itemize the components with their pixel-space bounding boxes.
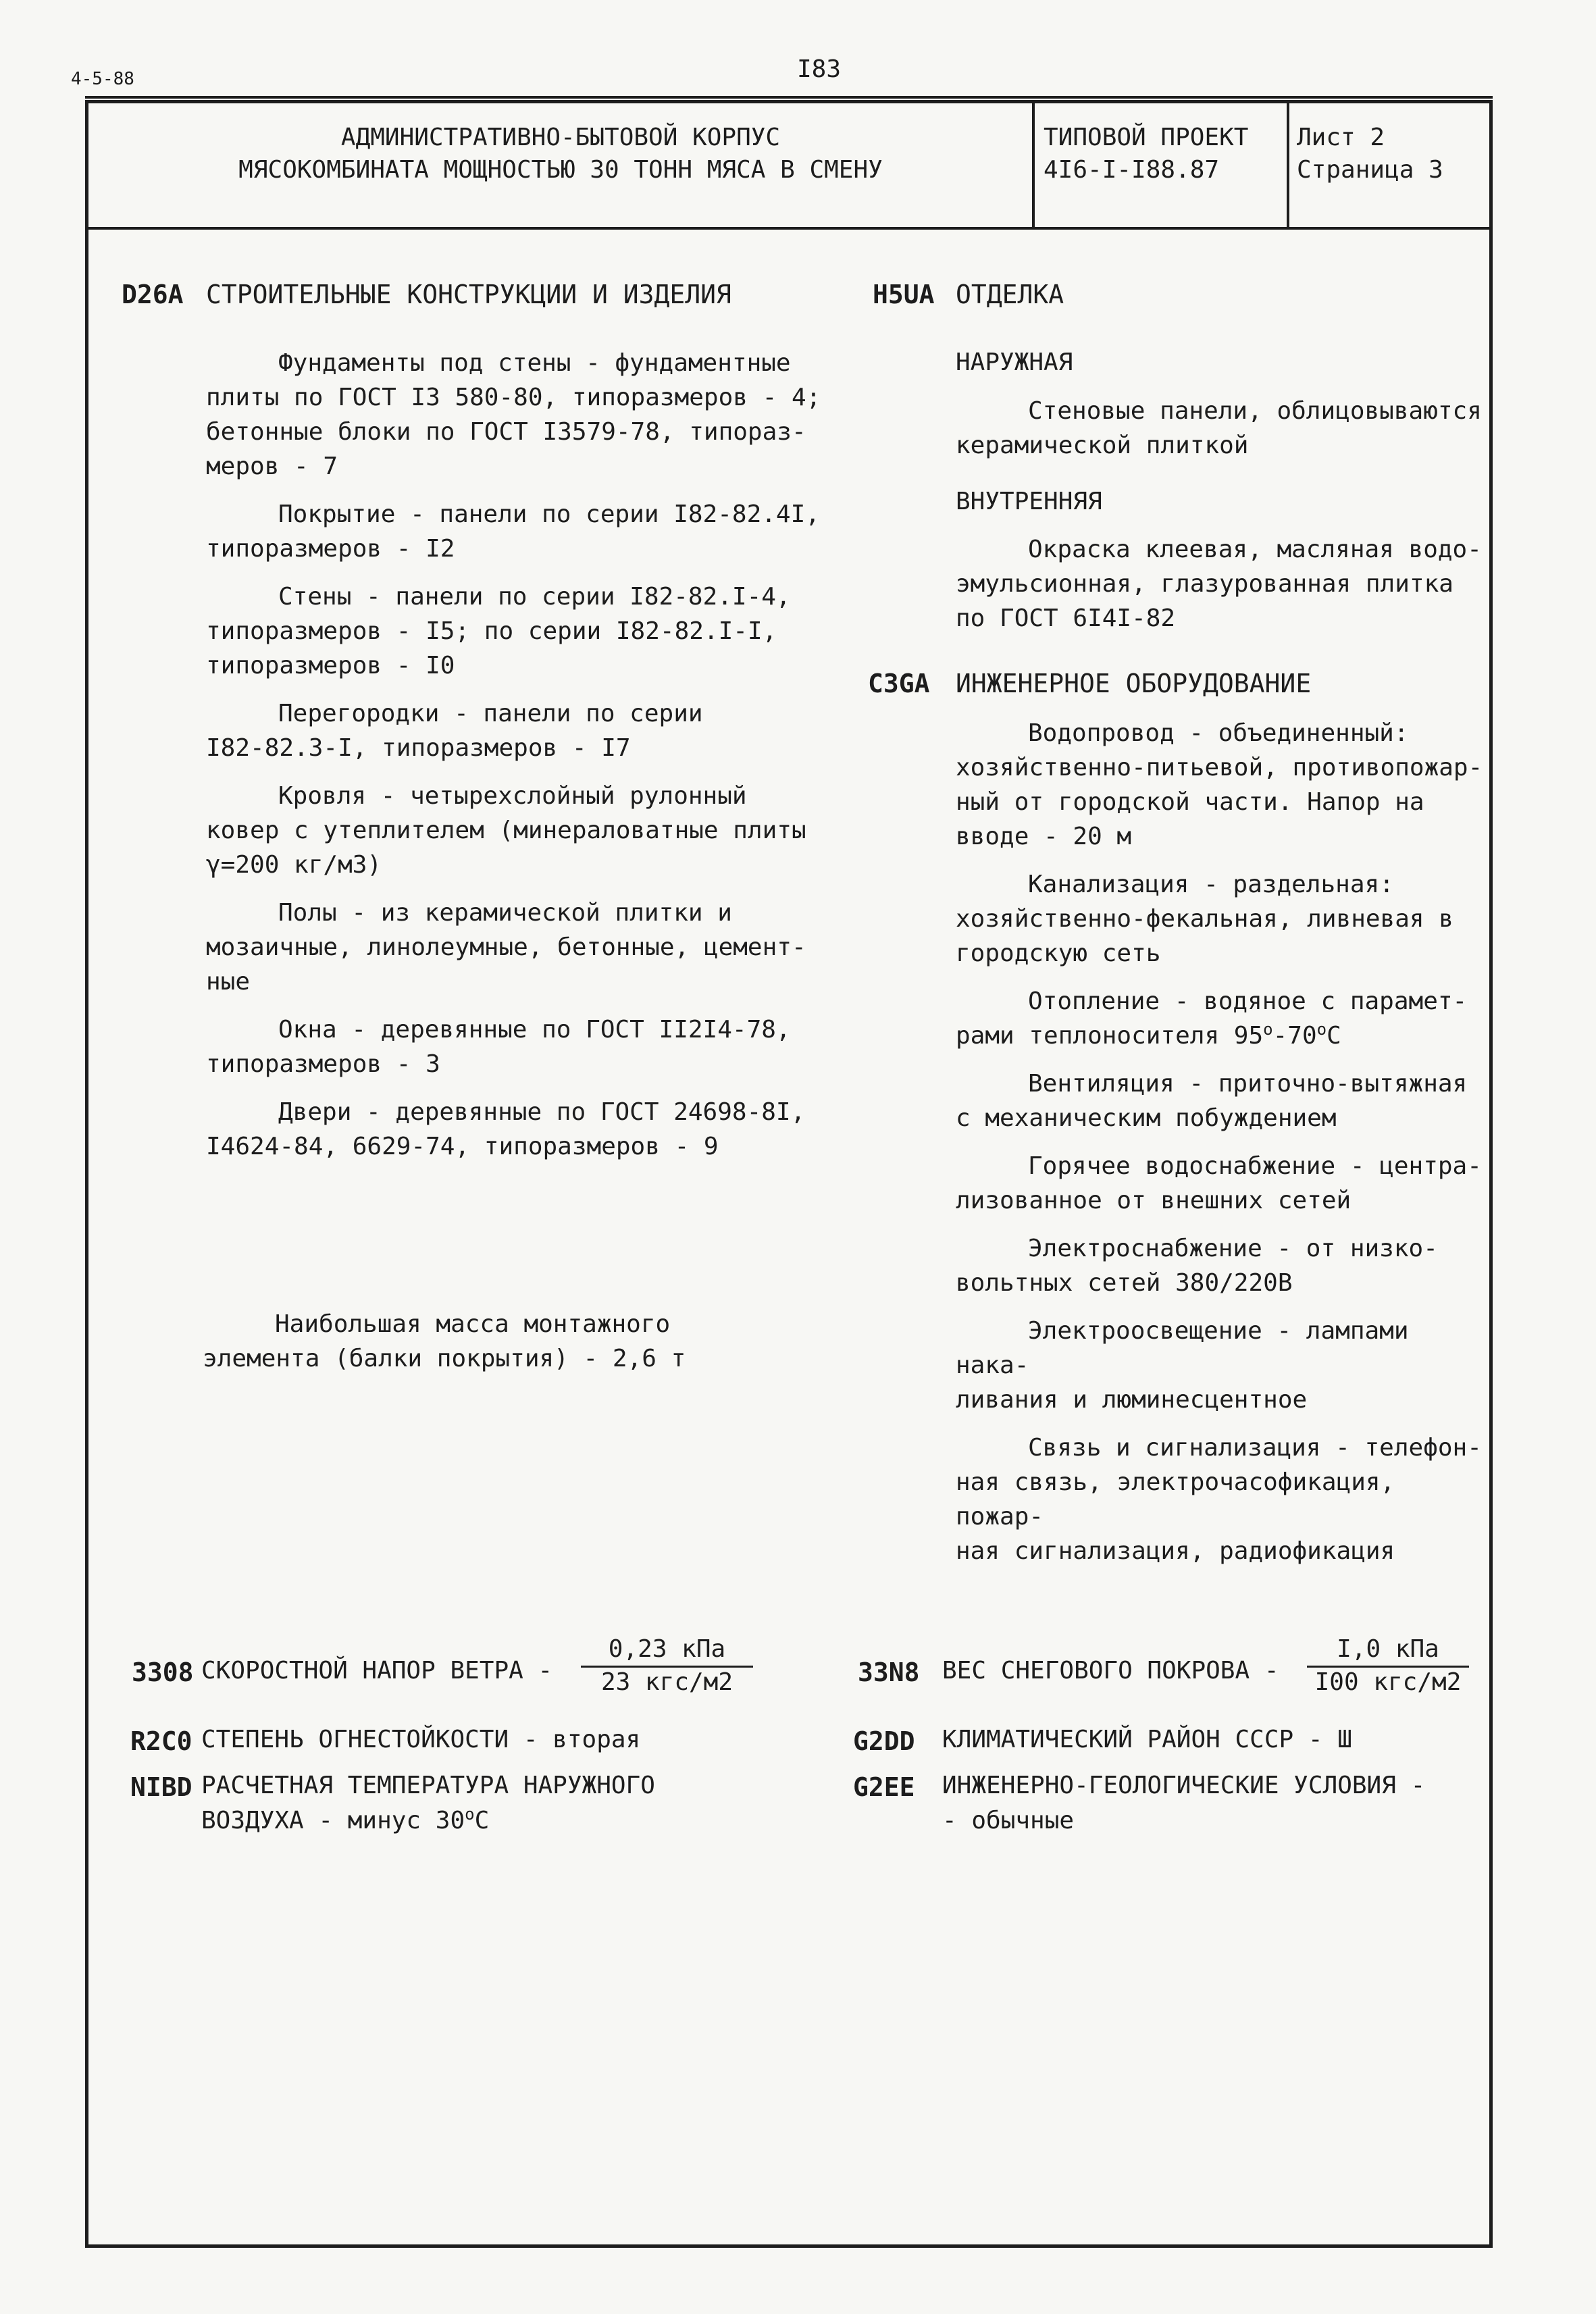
temperature-code: NIBD: [130, 1772, 192, 1802]
structures-list: [206, 346, 848, 1177]
snow-code: 33N8: [858, 1657, 920, 1687]
doors-text: Двери - деревянные по ГОСТ 24698-8I, I4624-84, 6629-74, типоразмеров - 9: [206, 1098, 806, 1160]
sheet-page: Страница 3: [1297, 156, 1443, 184]
temperature-text: ВОЗДУХА - минус 30: [201, 1807, 465, 1834]
windows-text: Окна - деревянные по ГОСТ II2I4-78, типоразмеров - 3: [206, 1016, 791, 1078]
climate-code: G2DD: [853, 1726, 915, 1756]
section-heading-structures: СТРОИТЕЛЬНЫЕ КОНСТРУКЦИИ И ИЗДЕЛИЯ: [206, 280, 731, 309]
title-block: [95, 122, 1027, 186]
heating-range-mid: -70: [1272, 1022, 1317, 1050]
geology-label: ИНЖЕНЕРНО-ГЕОЛОГИЧЕСКИЕ УСЛОВИЯ -: [942, 1772, 1426, 1799]
geology-code: G2EE: [853, 1772, 915, 1802]
title-line-1: АДМИНИСТРАТИВНО-БЫТОВОЙ КОРПУС: [340, 124, 781, 151]
wind-pressure-fraction: [581, 1635, 753, 1697]
fire-resistance-label: СТЕПЕНЬ ОГНЕСТОЙКОСТИ - вторая: [201, 1726, 641, 1753]
section-code-finishing: H5UA: [873, 280, 935, 309]
heating-unit: С: [1327, 1022, 1341, 1050]
page-number: I83: [797, 55, 842, 83]
heating-line-2: рами теплоносителя 95: [956, 1022, 1264, 1050]
section-heading-finishing: ОТДЕЛКА: [956, 280, 1064, 309]
snow-load-kgs: I00 кгс/м2: [1314, 1668, 1462, 1696]
internal-finish-block: [956, 532, 1489, 649]
ventilation-text: Вентиляция - приточно-вытяжная с механическим побуждением: [956, 1070, 1468, 1132]
header-bottom-rule: [85, 227, 1493, 230]
heating-text: [956, 984, 1489, 1053]
frame-top-rule: [85, 96, 1493, 99]
wind-label: СКОРОСТНОЙ НАПОР ВЕТРА -: [201, 1657, 553, 1685]
roof-cover-text: Кровля - четырехслойный рулонный ковер с утеплителем (минераловатные плиты γ=200 кг/м3): [206, 782, 806, 879]
heating-degree-1: о: [1263, 1020, 1273, 1039]
document-date: 4-5-88: [71, 69, 134, 89]
temperature-unit: С: [474, 1807, 490, 1834]
hot-water-text: Горячее водоснабжение - центра- лизованное от внешних сетей: [956, 1152, 1482, 1214]
project-label: ТИПОВОЙ ПРОЕКТ: [1044, 124, 1249, 151]
wind-pressure-kpa: 0,23 кПа: [581, 1635, 753, 1668]
partitions-text: Перегородки - панели по серии I82-82.3-I, типоразмеров - I7: [206, 700, 703, 762]
heating-degree-2: о: [1316, 1020, 1327, 1039]
walls-text: Стены - панели по серии I82-82.I-4, типоразмеров - I5; по серии I82-82.I-I, типоразмеров - I0: [206, 583, 791, 679]
header-divider-1: [1032, 100, 1035, 228]
snow-label: ВЕС СНЕГОВОГО ПОКРОВА -: [942, 1657, 1279, 1685]
section-heading-engineering: ИНЖЕНЕРНОЕ ОБОРУДОВАНИЕ: [956, 669, 1312, 698]
temperature-degree: о: [465, 1805, 475, 1824]
communications-text: Связь и сигнализация - телефон- ная связь, электрочасофикация, пожар- ная сигнализация, радиофикация: [956, 1434, 1482, 1565]
heating-line-1: Отопление - водяное с парамет-: [1028, 987, 1468, 1015]
temperature-value: [201, 1803, 489, 1838]
foundations-text: Фундаменты под стены - фундаментные плиты по ГОСТ I3 580-80, типоразмеров - 4; бетонные блоки по ГОСТ I3579-78, типораз- меров - 7: [206, 349, 821, 480]
project-number: 4I6-I-I88.87: [1044, 156, 1220, 184]
project-block: [1044, 122, 1248, 186]
internal-finish-text: Окраска клеевая, масляная водо- эмульсионная, глазурованная плитка по ГОСТ 6I4I-82: [956, 536, 1482, 632]
sheet-number: Лист 2: [1297, 124, 1385, 151]
geology-value: - обычные: [942, 1807, 1075, 1834]
internal-finish-title: ВНУТРЕННЯЯ: [956, 488, 1102, 515]
sewerage-text: Канализация - раздельная: хозяйственно-фекальная, ливневая в городскую сеть: [956, 871, 1453, 967]
section-code-engineering: C3GA: [868, 669, 930, 698]
sheet-block: [1297, 122, 1443, 186]
mass-note: Наибольшая масса монтажного элемента (балки покрытия) - 2,6 т: [203, 1310, 686, 1372]
external-finish-text: Стеновые панели, облицовываются керамической плиткой: [956, 397, 1482, 459]
roofing-panels-text: Покрытие - панели по серии I82-82.4I, типоразмеров - I2: [206, 500, 820, 563]
external-finish-title: НАРУЖНАЯ: [956, 349, 1073, 376]
header-divider-2: [1287, 100, 1289, 228]
title-line-2: МЯСОКОМБИНАТА МОЩНОСТЬЮ 30 ТОНН МЯСА В СМЕНУ: [238, 156, 883, 184]
lighting-text: Электроосвещение - лампами нака- ливания и люминесцентное: [956, 1317, 1409, 1414]
section-code-structures: D26A: [122, 280, 184, 309]
wind-pressure-kgs: 23 кгс/м2: [600, 1668, 733, 1696]
snow-load-fraction: [1307, 1635, 1469, 1697]
mass-note-block: [203, 1307, 844, 1389]
wind-code: 3308: [132, 1657, 194, 1687]
power-supply-text: Электроснабжение - от низко- вольтных сетей 380/220В: [956, 1235, 1438, 1297]
climate-region-label: КЛИМАТИЧЕСКИЙ РАЙОН СССР - Ш: [942, 1726, 1352, 1753]
engineering-list: [956, 716, 1489, 1582]
snow-load-kpa: I,0 кПа: [1307, 1635, 1469, 1668]
external-finish-block: [956, 394, 1489, 476]
fire-code: R2C0: [130, 1726, 192, 1756]
water-supply-text: Водопровод - объединенный: хозяйственно-питьевой, противопожар- ный от городской части. Напор на вводе - 20 м: [956, 719, 1483, 850]
floors-text: Полы - из керамической плитки и мозаичные, линолеумные, бетонные, цемент- ные: [206, 899, 806, 996]
temperature-label: РАСЧЕТНАЯ ТЕМПЕРАТУРА НАРУЖНОГО: [201, 1772, 655, 1799]
